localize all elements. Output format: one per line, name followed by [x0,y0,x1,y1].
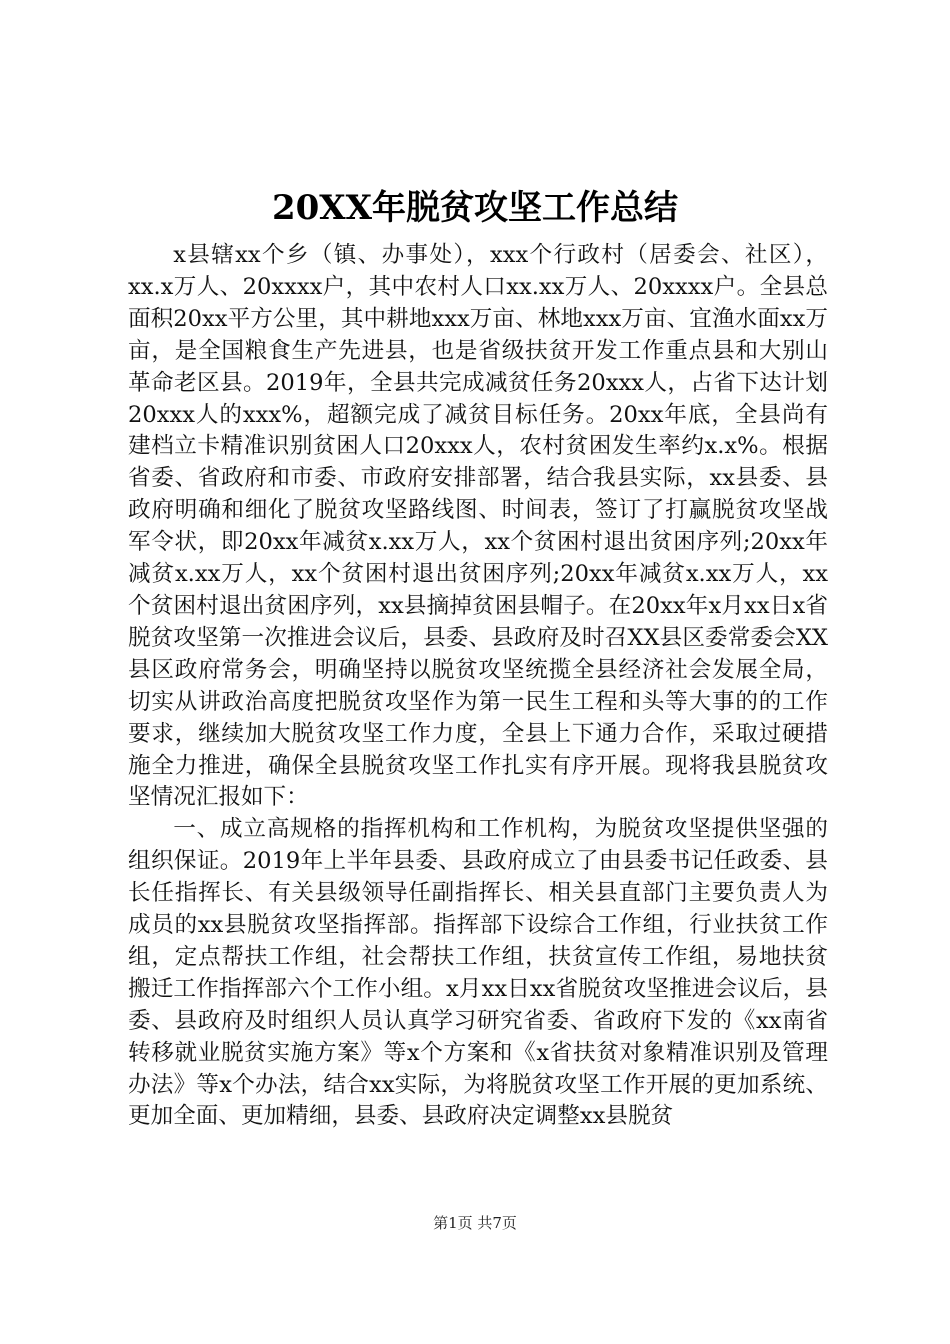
paragraph-section-one: 一、成立高规格的指挥机构和工作机构，为脱贫攻坚提供坚强的组织保证。2019年上半年县委、县政府成立了由县委书记任政委、县长任指挥长、有关县级领导任副指挥长、相关县直部门主要负责人为成员的xx县脱贫攻坚指挥部。指挥部下设综合工作组，行业扶贫工作组，定点帮扶工作组，社会帮扶工作组，扶贫宣传工作组，易地扶贫搬迁工作指挥部六个工作小组。x月xx日xx省脱贫攻坚推进会议后，县委、县政府及时组织人员认真学习研究省委、省政府下发的《xx南省转移就业脱贫实施方案》等x个方案和《x省扶贫对象精准识别及管理办法》等x个办法，结合xx实际，为将脱贫攻坚工作开展的更加系统、更加全面、更加精细，县委、县政府决定调整xx县脱贫 [128,816,828,1130]
document-body [128,240,828,1133]
paragraph-intro: x县辖xx个乡（镇、办事处），xxx个行政村（居委会、社区），xx.x万人、20xxxx户，其中农村人口xx.xx万人、20xxxx户。全县总面积20xx平方公里，其中耕地xxx万亩、林地xxx万亩、宜渔水面xx万亩，是全国粮食生产先进县，也是省级扶贫开发工作重点县和大别山革命老区县。2019年，全县共完成减贫任务20xxx人，占省下达计划20xxx人的xxx%，超额完成了减贫目标任务。20xx年底，全县尚有建档立卡精准识别贫困人口20xxx人，农村贫困发生率约x.x%。根据省委、省政府和市委、市政府安排部署，结合我县实际，xx县委、县政府明确和细化了脱贫攻坚路线图、时间表，签订了打赢脱贫攻坚战军令状，即20xx年减贫x.xx万人，xx个贫困村退出贫困序列;20xx年减贫x.xx万人，xx个贫困村退出贫困序列;20xx年减贫x.xx万人，xx个贫困村退出贫困序列，xx县摘掉贫困县帽子。在20xx年x月xx日x省脱贫攻坚第一次推进会议后，县委、县政府及时召XX县区委常委会XX县区政府常务会，明确坚持以脱贫攻坚统揽全县经济社会发展全局，切实从讲政治高度把脱贫攻坚作为第一民生工程和头等大事的的工作要求，继续加大脱贫攻坚工作力度，全县上下通力合作，采取过硬措施全力推进，确保全县脱贫攻坚工作扎实有序开展。现将我县脱贫攻坚情况汇报如下： [128,242,828,811]
document-title: 20XX年脱贫攻坚工作总结 [271,188,679,228]
page-number: 第1页 共7页 [433,1214,517,1232]
